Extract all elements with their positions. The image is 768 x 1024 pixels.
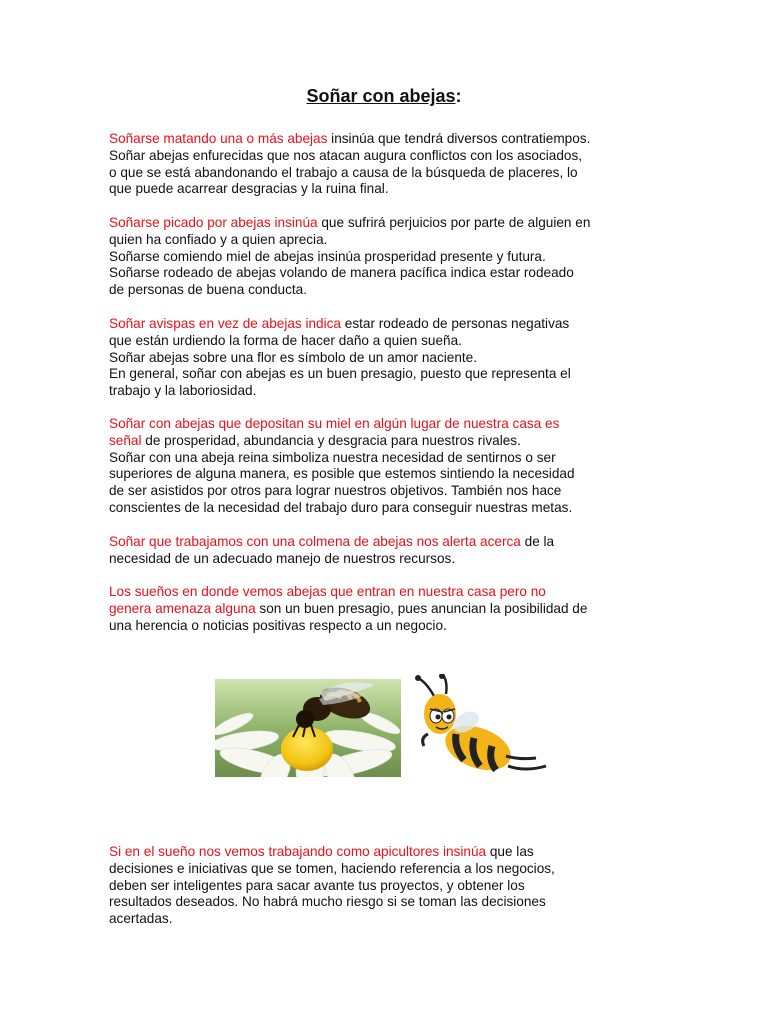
paragraph-3: Soñar avispas en vez de abejas indica estar rodeado de personas negativas que están urdiendo la forma de hacer daño a quien sueña. Soñar abejas sobre una flor es símbolo de un amor naciente. En general, soñar con abejas es un buen presagio, puesto que representa el trabajo y la laboriosidad.: [109, 316, 571, 399]
highlight-text: Los sueños en donde vemos abejas que entran en nuestra casa pero no: [109, 584, 546, 599]
highlight-text: señal: [109, 432, 142, 448]
paragraph-2: Soñarse picado por abejas insinúa que sufrirá perjuicios por parte de alguien en quien ha confiado y a quien aprecia. Soñarse comiendo miel de abejas insinúa prosperidad presente y futura. Soñarse rodeado de abejas volando de manera pacífica indica estar rodeado de personas de buena conducta.: [109, 215, 591, 298]
title-colon: :: [455, 86, 462, 106]
title-text: Soñar con abejas: [306, 86, 456, 106]
bee-flower-image: [215, 679, 401, 777]
page-title: [0, 86, 768, 107]
paragraph-4: Soñar con abejas que depositan su miel en algún lugar de nuestra casa es señal de prosperidad, abundancia y desgracia para nuestros rivales. Soñar con una abeja reina simboliza nuestra necesidad de sentirnos o ser superiores de alguna manera, es posible que estemos sintiendo la necesidad de ser asistidos por otros para lograr nuestros objetivos. También nos hace conscientes de la necesidad del trabajo duro para conseguir nuestras metas.: [109, 416, 575, 515]
highlight-text: Soñarse matando una o más abejas: [109, 131, 328, 146]
paragraph-5: Soñar que trabajamos con una colmena de abejas nos alerta acerca de la necesidad de un adecuado manejo de nuestros recursos.: [109, 534, 555, 566]
cartoon-bee-icon: [408, 674, 553, 782]
highlight-text: Si en el sueño nos vemos trabajando como apicultores insinúa: [109, 844, 487, 859]
paragraph-6: Los sueños en donde vemos abejas que entran en nuestra casa pero no genera amenaza alguna son un buen presagio, pues anuncian la posibilidad de una herencia o noticias positivas respecto a un negocio.: [109, 584, 588, 633]
paragraph-7: Si en el sueño nos vemos trabajando como apicultores insinúa que las decisiones e iniciativas que se tomen, haciendo referencia a los negocios, deben ser inteligentes para sacar avante tus proyectos, y obtener los resultados deseados. No habrá mucho riesgo si se toman las decisiones acertadas.: [109, 844, 555, 927]
cartoon-bee-illustration: [408, 674, 553, 782]
bee-on-flower-photo: [215, 679, 401, 777]
paragraph-1: Soñarse matando una o más abejas insinúa que tendrá diversos contratiempos. Soñar abejas enfurecidas que nos atacan augura conflictos con los asociados, o que se está abandonando el trabajo a causa de la búsqueda de placeres, lo que puede acarrear desgracias y la ruina final.: [109, 131, 591, 197]
highlight-text: Soñar con abejas que depositan su miel en algún lugar de nuestra casa es: [109, 416, 560, 431]
highlight-text: Soñar que trabajamos con una colmena de abejas nos alerta acerca: [109, 534, 521, 549]
highlight-text: Soñar avispas en vez de abejas indica: [109, 316, 341, 331]
highlight-text: genera amenaza alguna: [109, 600, 256, 616]
highlight-text: Soñarse picado por abejas insinúa: [109, 215, 318, 230]
